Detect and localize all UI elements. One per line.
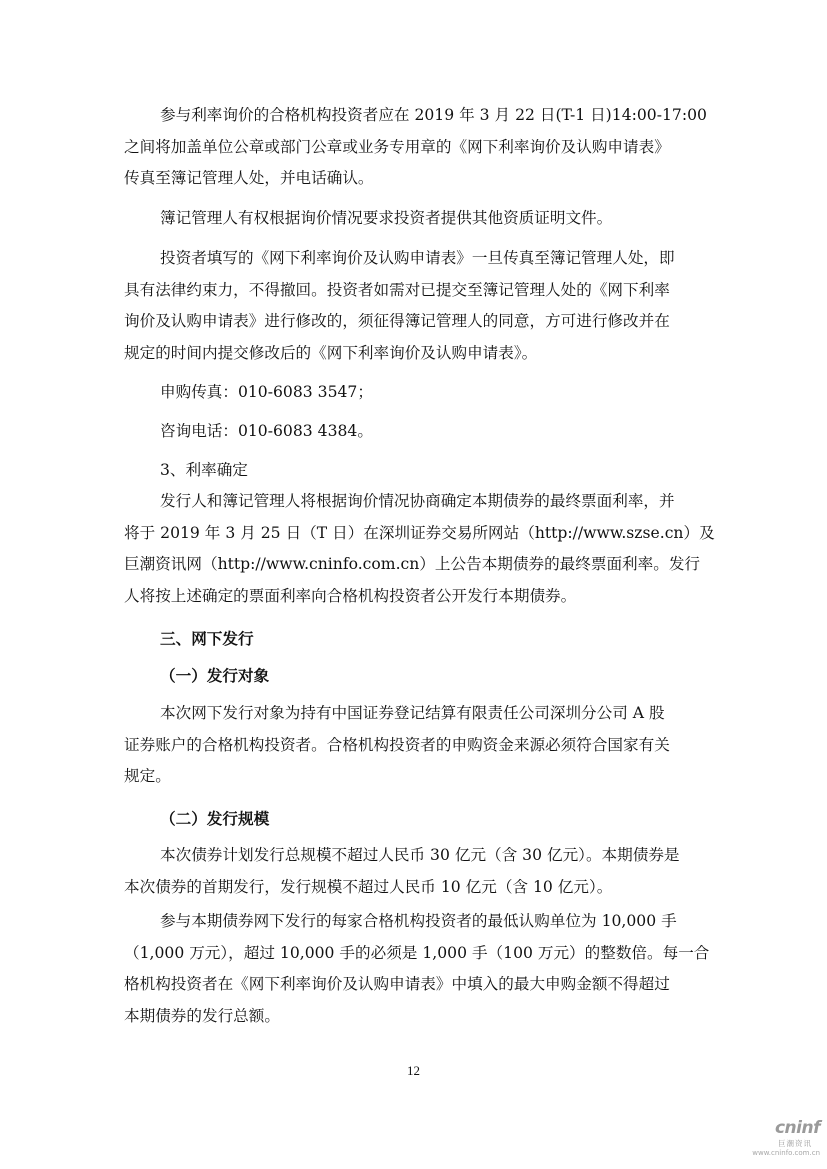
phone-number: 咨询电话：010-6083 4384。 (160, 422, 373, 440)
text-line: 规定。 (124, 767, 171, 785)
text-line: 本次网下发行对象为持有中国证券登记结算有限责任公司深圳分公司 A 股 (160, 704, 665, 722)
paragraph-issuance-scale (124, 840, 704, 903)
paragraph-subscription-unit (124, 906, 710, 1032)
paragraph-rate-determination (124, 486, 715, 612)
text-line: （1,000 万元），超过 10,000 手的必须是 1,000 手（100 万元）的整数倍。每一合 (124, 943, 710, 962)
text-line: 本次债券的首期发行，发行规模不超过人民币 10 亿元（含 10 亿元）。 (124, 877, 613, 896)
paragraph-qualification-docs (124, 203, 704, 235)
text-line: 本期债券的发行总额。 (124, 1006, 280, 1025)
text-line: 之间将加盖单位公章或部门公章或业务专用章的《网下利率询价及认购申请表》 (124, 137, 670, 156)
heading-issuance-target: （一）发行对象 (160, 667, 270, 685)
text-line: 发行人和簿记管理人将根据询价情况协商确定本期债券的最终票面利率，并 (160, 492, 675, 510)
page-number: 12 (407, 1063, 420, 1078)
section-heading-rate-determination: 3、利率确定 (160, 461, 248, 479)
text-line: 巨潮资讯网（http://www.cninfo.com.cn）上公告本期债券的最终票面利率。发行 (124, 555, 701, 573)
heading-offline-issuance: 三、网下发行 (160, 630, 254, 648)
text-line: 具有法律约束力，不得撤回。投资者如需对已提交至簿记管理人处的《网下利率 (124, 280, 670, 299)
text-line: 投资者填写的《网下利率询价及认购申请表》一旦传真至簿记管理人处，即 (160, 249, 675, 267)
text-line: 本次债券计划发行总规模不超过人民币 30 亿元（含 30 亿元）。本期债券是 (160, 846, 680, 864)
paragraph-issuance-target (124, 698, 704, 793)
heading-issuance-scale: （二）发行规模 (160, 810, 270, 828)
logo-url: www.cninfo.com.cn (752, 1149, 820, 1157)
logo-wordmark: cninf (774, 1118, 820, 1138)
text-line: 证券账户的合格机构投资者。合格机构投资者的申购资金来源必须符合国家有关 (124, 735, 670, 754)
text-line: 人将按上述确定的票面利率向合格机构投资者公开发行本期债券。 (124, 586, 577, 605)
text-line: 传真至簿记管理人处，并电话确认。 (124, 169, 374, 187)
logo-chinese-name: 巨潮资讯 (778, 1139, 812, 1148)
fax-number: 申购传真：010-6083 3547； (160, 383, 373, 401)
text-line: 规定的时间内提交修改后的《网下利率询价及认购申请表》。 (124, 343, 538, 362)
text-line: 簿记管理人有权根据询价情况要求投资者提供其他资质证明文件。 (160, 209, 613, 227)
paragraph-inquiry-deadline (124, 100, 707, 195)
text-line: 格机构投资者在《网下利率询价及认购申请表》中填入的最大申购金额不得超过 (124, 975, 670, 993)
text-line: 参与利率询价的合格机构投资者应在 2019 年 3 月 22 日(T-1 日)14:00-17:00 (160, 106, 707, 124)
cninfo-logo (752, 1118, 822, 1164)
text-line: 参与本期债券网下发行的每家合格机构投资者的最低认购单位为 10,000 手 (160, 912, 677, 930)
text-line: 将于 2019 年 3 月 25 日（T 日）在深圳证券交易所网站（http://www.szse.cn）及 (124, 523, 715, 542)
paragraph-legal-binding (124, 243, 704, 369)
text-line: 询价及认购申请表》进行修改的，须征得簿记管理人的同意，方可进行修改并在 (124, 312, 670, 330)
